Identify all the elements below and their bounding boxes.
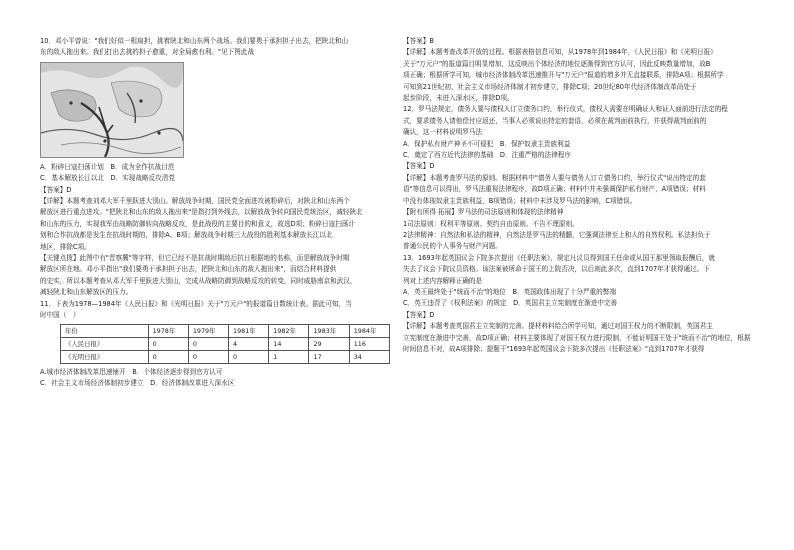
q12-note-1: 1司法原则：权利平等原则、契约自由原则、不告不理原则。 [403,219,579,228]
q13-stem-line-3: 列对上述内容解释正确的是 [403,276,483,285]
map-illustration [41,63,183,157]
q10-key-4: 减轻陕北和山东解放区的压力。 [40,288,133,297]
q10-explain-4: 划和合作抗战都是发生在抗战时期的，排除A、B项；解放战争时期三大战役的胜利基本解放长江以北 [40,231,333,240]
table-cell: 14 [269,337,309,350]
table-header-row [61,324,390,337]
q13-option-line-1: A．英王最终处于"统而不治"的地位 B．英国政体出现了十分严重的弊端 [403,287,616,296]
q11-explain-2: 关于"万元户"的报道篇目明显增加，这反映出个体经济的地位逐渐得到官方认可，因此反映数量增加，故B [403,59,711,68]
q12-note-title: 【附有所得 拓展】罗马法的司法原则和体现的法律精神 [403,208,564,217]
q10-answer: 【答案】D [40,185,72,194]
q13-stem-line-2: 失去了议会下院议员资格。该法案被所命于国王的上院否决，以后则此多次，直到1707年才获得通过。下 [403,265,710,274]
q10-explain-1: 【详解】本题考查刘邓大军千里跃进大别山。解放战争时期，国民党全面进攻被粉碎后，对陕北和山东两个 [40,197,350,206]
q10-key-2: 解放区所在地。邓小平指出"我们要勇于承担担子出去，把陕北和山东的敌人拖出来"，而结合材料提供 [40,265,337,274]
q11-option-line-1: A.城市经济体制改革迅速铺开 B．个体经济逐步得到官方认可 [40,367,223,376]
q11-explain-5: 起步阶段，未进入深水区，排除D项。 [403,94,514,103]
left-column [40,36,390,389]
table-cell: 29 [309,337,349,350]
q12-option-line-2: C．奠定了西方近代法律的基础 D．注重严格的法律程序 [403,151,571,160]
table-cell: 0 [188,350,228,363]
q11-stem-line-2: 时中国（ ） [40,311,80,320]
table-cell: 4 [229,337,269,350]
q12-stem-line-2: 式，要求债务人请他偿付应返还，当事人必须说出特定的套语，必须在裁判面前执行，并获得裁判面前的 [403,116,707,125]
q13-explain-1: 【详解】本题考查英国君主立宪制的完善。提材料料给合所学可知，通过对国王权力的不断限制，英国君主 [403,322,713,331]
q12-stem-line-1: 12．罗马法规定，债务人要与债权人订立债务口约，举行仪式，债权人需要在明确证人和证人面前进行法定的程 [403,105,728,114]
q10-stem-line-1: 10．邓小平曾说："我们好似一根扁担，挑着陕北和山东两个战场。我们要勇于承担担子出去，把陕北和山 [40,37,349,45]
q11-option-line-2: C．社会主义市场经济体制初步建立 D．经济体制改革进入深水区 [40,378,235,387]
q11-stem-line-1: 11．下表为1978—1984年《人民日报》和《光明日报》关于"万元户"的报道篇目数统计表。据此可知，当 [40,299,352,308]
q12-explain-3: 中没有体现奴隶主贵族利益，B项错误；材料中未涉及罗马法的影响，C项错误。 [403,196,637,205]
table-cell: 34 [349,350,389,363]
q13-option-line-2: C．英王违背了《权利法案》的规定 D．英国君主立宪制度在渐进中完善 [403,299,618,308]
table-cell: 0 [188,337,228,350]
q12-option-line-1: A．保护私有财产神圣不可侵犯 B．保护奴隶主贵族利益 [403,139,571,148]
table-row [61,350,390,363]
stats-table [60,324,390,364]
table-header-cell: 1983年 [309,324,349,337]
q10-explain-5: 地区，排除C项。 [40,242,91,251]
right-column [403,36,760,355]
q10-option-line-1: A．粉碎日寇扫荡计划 B．成为全作抗战目范 [40,162,175,171]
q10-stem-line-2: 东的敌人拖出来。我们打出去挑的担子愈重，对全局愈有利。"见下图此战 [40,48,255,57]
q10-explain-2: 解放区进行重点进攻。"把陕北和山东的敌人拖出来"是指打到外线去，以解放战争转向国民党统治区，减轻陕北 [40,208,363,217]
table-cell: 1 [269,350,309,363]
table-cell: 0 [148,350,188,363]
q10-option-line-2: C．基本解放长江以北 D．实现战略反攻清党 [40,174,175,183]
q13-stem-line-1: 13．1693年起英国议会下院多次提出《任职法案》，规定凡议员得到国王任命或从国王那里领取报酬后，就 [403,253,715,262]
table-cell: 《人民日报》 [61,337,149,350]
table-cell: 116 [349,337,389,350]
table-header-cell: 1979年 [188,324,228,337]
q11-explain-1: 【详解】本题考查改革开放的过程。根据表格信息可知，从1978年到1984年，《人民日报》和《光明日报》 [403,48,717,57]
war-map-image [40,62,184,158]
q12-note-2: 2法律精神：自然法和私法的精神，自然法是罗马法的精髓，它强调法律至上和人的自然权利。私法担负于 [403,230,711,239]
q10-explain-3: 和山东的压力，实现我军由战略防御转向战略反攻，是此战役的主要目的和意义，故选D项；粉碎日寇扫荡计 [40,219,355,228]
table-cell: 《光明日报》 [61,350,149,363]
table-cell: 17 [309,350,349,363]
table-header-cell: 1981年 [229,324,269,337]
table-header-cell: 年份 [61,324,149,337]
q12-stem-line-3: 确认，这一材料说明罗马法 [403,128,483,137]
table-header-cell: 1982年 [269,324,309,337]
q12-note-3: 普通公民的个人事务与财产问题。 [403,242,502,251]
table-header-cell: 1978年 [148,324,188,337]
q13-answer: 【答案】D [403,310,435,319]
q10-key-1: 【关键点拨】此图中有"晋察冀"等字样，但它已经不是抗战时期敌后抗日根据地的名称，而是解放战争时期 [40,254,350,263]
q12-explain-1: 【详解】本题考查罗马法的原则。根据材料中"债务人要与债务人订立债务口约，举行仪式"说出特定的套 [403,173,706,182]
q13-explain-2: 立宪制度在渐进中完善，故D项正确；材料主要体现了对国王权力进行限制，不能证明国王处于"统而不治"的地位，根据 [403,333,751,342]
q13-explain-3: 时间信息不对，故A项排除；提题干"1693年起英国议会下院多次提出《任职法案》"直到1707年才获得 [403,344,705,353]
q10-key-3: 的史实，所以本题考查从邓大军千里跃进大别山，完成从战略防御到战略反攻的转变，同时威胁南京和武汉， [40,276,357,285]
table-row [61,337,390,350]
q12-explain-2: 语"等信息可以得出，罗马法重视法律程序，故D项正确；材料中并未强调保护私有财产，A项错误；材料 [403,185,706,194]
q11-answer: 【答案】B [403,37,434,45]
q11-explain-4: 可知到21世纪初，社会主义市场经济体制才初步建立，排除C项；20世纪80年代经济体制改革尚处于 [403,82,697,91]
table-header-cell: 1984年 [349,324,389,337]
q12-answer: 【答案】D [403,162,435,171]
table-cell: 0 [229,350,269,363]
q11-explain-3: 项正确；根据所学可知，城市经济体制改革迅速推开与"万元户"报道的增多并无直接联系，排除A项；根据所学 [403,71,724,80]
table-cell: 0 [148,337,188,350]
